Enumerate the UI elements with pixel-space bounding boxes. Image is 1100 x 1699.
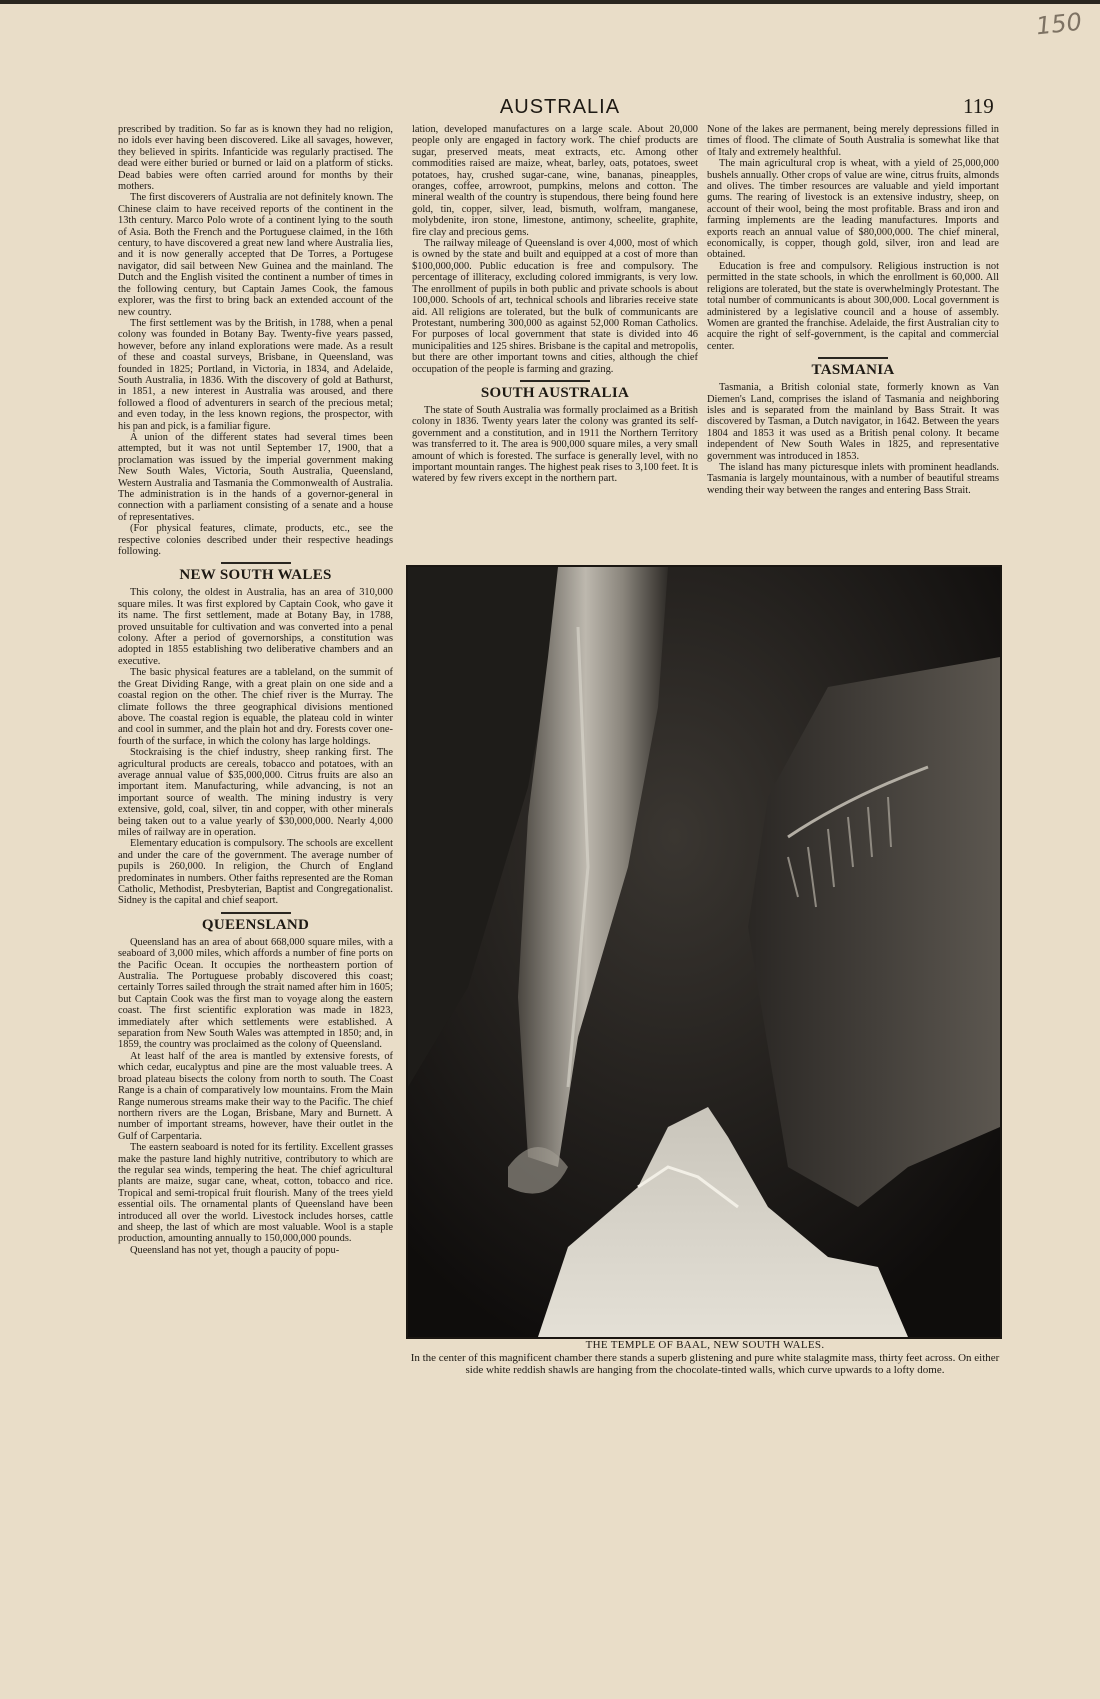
paragraph: The state of South Australia was formally proclaimed as a British colony in 1836. Twenty years later the colony was granted its self-government and a constitution, and in 1911 the Northern Territory was transferred to it. The area is 900,000 square miles, a very small amount of which is forested. The surface is generally level, with no important mountain ranges. The highest peak rises to 3,100 feet. It is watered by few rivers except in the northern part. (412, 404, 698, 485)
paragraph: lation, developed manufactures on a large scale. About 20,000 people only are engaged in factory work. The chief products are sugar, preserved meats, meat extracts, etc. Among other commodities raised are maize, wheat, barley, oats, potatoes, sweet potatoes, hay, crushed sugar-cane, wine, bananas, pineapples, oranges, coffee, arrowroot, pumpkins, melons and cotton. The mineral wealth of the country is stupendous, there being found here gold, tin, copper, silver, lead, bismuth, wolfram, manganese, molybdenite, iron stone, limestone, antimony, scheelite, graphite, fire clay and precious gems. (412, 124, 698, 238)
paragraph: A union of the different states had several times been attempted, but it was not until September 17, 1900, that a proclamation was issued by the imperial government making New South Wales, Victoria, South Australia, Queensland, Western Australia and Tasmania the Commonwealth of Australia. The administration is in the hands of a governor-general in connection with a parliament consisting of a senate and a house of representatives. (118, 431, 393, 523)
column-right (707, 124, 999, 564)
paragraph: (For physical features, climate, products, etc., see the respective colonies described under their respective headings following. (118, 523, 393, 558)
paragraph: None of the lakes are permanent, being merely depressions filled in times of flood. The climate of South Australia is somewhat like that of Italy and extremely healthful. (707, 124, 999, 158)
section-rule (221, 562, 291, 564)
section-rule (818, 357, 888, 359)
page-number: 119 (963, 94, 994, 118)
column-middle (412, 124, 698, 564)
photo-caption (405, 1339, 1005, 1376)
paragraph: Stockraising is the chief industry, sheep ranking first. The agricultural products are cereals, tobacco and potatoes, with an average annual value of $35,000,000. Citrus fruits are also an important item. Manufacturing, while advancing, is not an important source of wealth. The mining industry is very extensive, gold, coal, silver, tin and copper, with other minerals being taken out to a value yearly of $30,000,000. Nearly 4,000 miles of railway are in operation. (118, 747, 393, 838)
section-heading-queensland: QUEENSLAND (201, 916, 310, 933)
cave-photo-illustration (408, 567, 1000, 1337)
paragraph: Queensland has an area of about 668,000 square miles, with a seaboard of 3,000 miles, which affords a number of fine ports on the Pacific Ocean. It occupies the northeastern portion of Australia. The Portuguese probably discovered this coast; certainly Torres sailed through the strait named after him in 1605; but Captain Cook was the first man to voyage along the eastern coast. The first scientific exploration was made in 1823, immediately after which settlements were established. A separation from New South Wales was attempted in 1850; and, in 1859, the country was proclaimed as the colony of Queensland. (118, 936, 393, 1051)
caption-title: THE TEMPLE OF BAAL, NEW SOUTH WALES. (585, 1339, 825, 1351)
cave-photograph (406, 565, 1002, 1339)
handwritten-page-number: 150 (1034, 7, 1084, 41)
paragraph: The first settlement was by the British, in 1788, when a penal colony was founded in Botany Bay. Twenty-five years passed, however, before any inland explorations were made. As a result of these and coastal surveys, Brisbane, in Queensland, was founded in 1825; Portland, in Victoria, in 1834, and Adelaide, South Australia, in 1836. With the discovery of gold at Bathurst, in 1851, a new interest in Australia was aroused, and there followed a flood of adventurers in search of the precious metal; and even today, in the less known regions, the prospector, with his pan and pick, is a familiar figure. (118, 317, 393, 432)
paragraph: The basic physical features are a tableland, on the summit of the Great Dividing Range, with a great plain on one side and a coastal region on the other. The chief river is the Murray. The climate follows the three geographical divisions mentioned above. The coastal region is equable, the plateau cold in winter and cool in summer, and the plain hot and dry. Forests cover one-fourth of the surface, in which the colony has large holdings. (118, 667, 393, 747)
paragraph: Elementary education is compulsory. The schools are excellent and under the care of the government. The average number of pupils is 260,000. In religion, the Church of England predominates in numbers. Other faiths represented are the Roman Catholic, Methodist, Presbyterian, Baptist and Congregationalist. Sidney is the capital and chief seaport. (118, 838, 393, 907)
section-heading-south-australia: SOUTH AUSTRALIA (480, 384, 630, 401)
paragraph: prescribed by tradition. So far as is known they had no religion, no idols ever having been discovered. Like all savages, however, they believed in spirits. Infanticide was regularly practised. The dead were either buried or burned or laid on a platform of sticks. Dead babies were often carried around for months by their mothers. (118, 124, 393, 193)
caption-text: In the center of this magnificent chamber there stands a superb glistening and pure white stalagmite mass, thirty feet across. On either side white reddish shawls are hanging from the chocolate-tinted walls, which curve upwards to a lofty dome. (410, 1352, 1000, 1376)
running-head: AUSTRALIA (499, 96, 621, 118)
section-heading-tasmania: TASMANIA (811, 362, 895, 379)
section-heading-new-south-wales: NEW SOUTH WALES (179, 567, 332, 584)
paragraph: This colony, the oldest in Australia, has an area of 310,000 square miles. It was first explored by Captain Cook, who gave it its name. The first settlement, made at Botany Bay, in 1788, proved unsuitable for cultivation and was converted into a penal colony. After a period of governorships, a constitution was adopted in 1855 establishing two deliberative chambers and an executive. (118, 587, 393, 667)
section-rule (520, 380, 590, 382)
paragraph: The eastern seaboard is noted for its fertility. Excellent grasses make the pasture land highly nutritive, contributory to which are the regular sea winds, tempering the heat. The chief agricultural plants are maize, sugar cane, wheat, cotton, tobacco and rice. Tropical and semi-tropical fruit flourish. Many of the trees yield essential oils. The ornamental plants of Queensland have been introduced all over the world. Livestock includes horses, cattle and sheep, the last of which are most valuable. Wool is a staple production, amounting annually to 150,000,000 pounds. (118, 1142, 393, 1245)
paragraph: Education is free and compulsory. Religious instruction is not permitted in the state schools, in which the enrollment is 60,000. All religions are tolerated, but the state is overwhelmingly Protestant. The total number of communicants is about 300,000. Local government is administered by a legislative council and a house of assembly. Women are granted the franchise. Adelaide, the first Australian city to acquire the right of self-government, is the capital and commercial center. (707, 260, 999, 352)
paragraph: The main agricultural crop is wheat, with a yield of 25,000,000 bushels annually. Other crops of value are wine, citrus fruits, almonds and olives. The timber resources are valuable and yield important gums. The rearing of livestock is an extensive industry, sheep, on account of their wool, being the most profitable. Brass and iron and farming implements are the leading manufactures. Imports and exports reach an annual value of $80,000,000. The chief mineral, economically, is copper, though gold, silver, iron and lead are obtained. (707, 158, 999, 261)
paragraph: Queensland has not yet, though a paucity of popu- (130, 1244, 340, 1256)
page-top-border (0, 0, 1100, 4)
section-rule (221, 912, 291, 914)
column-left (118, 124, 393, 1699)
paragraph: The first discoverers of Australia are not definitely known. The Chinese claim to have received reports of the continent in the 13th century. Marco Polo wrote of a continent lying to the south of Asia. Both the French and the Portuguese claimed, in the 16th century, to have discovered a great new land where Australia lies, and it is now generally accepted that De Torres, a Portugese navigator, did sail between New Guinea and the mainland. The Dutch and the English visited the continent a number of times in the following century, but Captain James Cook, the famous explorer, was the first to bring back an extended account of the new country. (118, 192, 393, 318)
paragraph: At least half of the area is mantled by extensive forests, of which cedar, eucalyptus and pine are the most valuable trees. A broad plateau bisects the colony from north to south. The Coast Range is a chain of comparatively low mountains. From the Main Range numerous streams make their way to the Pacific. The chief northern rivers are the Logan, Brisbane, Mary and Burnett. A number of important streams, however, have their outlet in the Gulf of Carpentaria. (118, 1050, 393, 1142)
paragraph: The railway mileage of Queensland is over 4,000, most of which is owned by the state and built and equipped at a cost of more than $100,000,000. Public education is free and compulsory. The percentage of illiteracy, excluding colored immigrants, is very low. The enrollment of pupils in both public and private schools is about 100,000. Schools of art, technical schools and libraries receive state aid. All religions are tolerated, but the bulk of communicants are Protestant, numbering 300,000 as against 52,000 Roman Catholics. For purposes of local government that state is divided into 46 municipalities and 125 shires. Brisbane is the capital and metropolis, but there are other important towns and cities, although the chief occupation of the people is farming and grazing. (412, 238, 698, 375)
paragraph: Tasmania, a British colonial state, formerly known as Van Diemen's Land, comprises the island of Tasmania and neighboring isles and is separated from the mainland by Bass Strait. It was discovered by Tasman, a Dutch navigator, in 1642. Between the years 1804 and 1853 it was used as a British penal colony. It became independent of New South Wales in 1825, and representative government was introduced in 1853. (707, 382, 999, 462)
paragraph: The island has many picturesque inlets with prominent headlands. Tasmania is largely mountainous, with a number of beautiful streams wending their way between the ranges and entering Bass Strait. (707, 461, 999, 496)
